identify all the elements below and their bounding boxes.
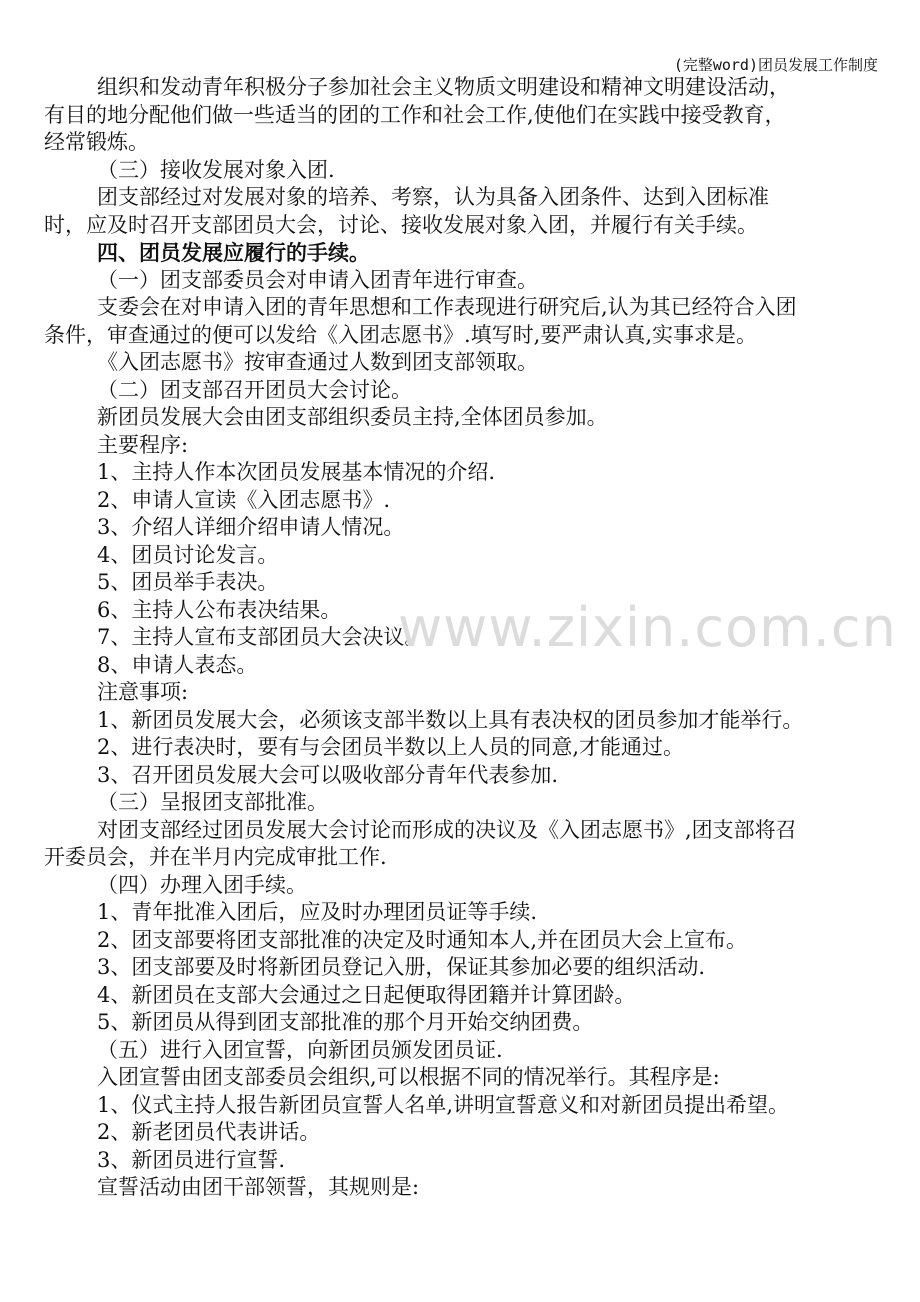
document-header: (完整word)团员发展工作制度 [673, 56, 878, 74]
list-item: 3、召开团员发展大会可以吸收部分青年代表参加. [97, 762, 559, 787]
paragraph-line: 开委员会，并在半月内完成审批工作. [44, 845, 387, 869]
list-item: 3、团支部要及时将新团员登记入册，保证其参加必要的组织活动. [97, 955, 706, 979]
list-item: 2、进行表决时，要有与会团员半数以上人员的同意,才能通过。 [97, 735, 685, 759]
watermark: www.zixin.com.cn [398, 596, 897, 659]
paragraph-line: 入团宣誓由团支部委员会组织,可以根据不同的情况举行。其程序是: [97, 1065, 720, 1089]
paragraph-line: 有目的地分配他们做一些适当的团的工作和社会工作,使他们在实践中接受教育， [44, 102, 786, 127]
list-item: 3、介绍人详细介绍申请人情况。 [97, 515, 405, 539]
document-body [44, 74, 884, 1202]
section-heading: （三）接收发展对象入团. [97, 157, 335, 182]
section-heading: （二）团支部召开团员大会讨论。 [97, 377, 412, 402]
list-item: 6、主持人公布表决结果。 [97, 597, 342, 622]
list-item: 1、新团员发展大会，必须该支部半数以上具有表决权的团员参加才能举行。 [97, 707, 804, 732]
list-item: 1、主持人作本次团员发展基本情况的介绍. [97, 460, 496, 484]
list-title: 注意事项: [97, 680, 189, 704]
list-item: 1、青年批准入团后，应及时办理团员证等手续. [97, 900, 538, 924]
paragraph-line: 经常锻炼。 [44, 130, 149, 154]
section-heading: （四）办理入团手续。 [97, 872, 307, 897]
section-heading: （三）呈报团支部批准。 [97, 790, 328, 814]
list-item: 1、仪式主持人报告新团员宣誓人名单,讲明宣誓意义和对新团员提出希望。 [97, 1092, 790, 1117]
main-heading: 四、团员发展应履行的手续。 [97, 240, 370, 265]
section-heading: （五）进行入团宣誓，向新团员颁发团员证. [97, 1037, 503, 1062]
list-item: 2、申请人宣读《入团志愿书》. [97, 487, 391, 512]
paragraph-line: 宣誓活动由团干部领誓，其规则是: [97, 1175, 420, 1199]
list-item: 2、团支部要将团支部批准的决定及时通知本人,并在团员大会上宣布。 [97, 927, 748, 952]
paragraph-line: 条件，审查通过的便可以发给《入团志愿书》.填写时,要严肃认真,实事求是。 [44, 322, 758, 347]
list-item: 4、新团员在支部大会通过之日起便取得团籍并计算团龄。 [97, 982, 636, 1007]
list-title: 主要程序: [97, 432, 189, 457]
paragraph-line: 新团员发展大会由团支部组织委员主持,全体团员参加。 [97, 405, 608, 429]
section-heading: （一）团支部委员会对申请入团青年进行审查。 [97, 267, 538, 292]
list-item: 5、新团员从得到团支部批准的那个月开始交纳团费。 [97, 1010, 594, 1034]
list-item: 4、团员讨论发言。 [97, 542, 279, 567]
list-item: 5、团员举手表决。 [97, 570, 279, 594]
paragraph-line: 团支部经过对发展对象的培养、考察，认为具备入团条件、达到入团标准 [97, 185, 769, 209]
list-item: 8、申请人表态。 [97, 652, 258, 677]
list-item: 7、主持人宣布支部团员大会决议。 [97, 625, 426, 649]
list-item: 3、新团员进行宣誓. [97, 1147, 286, 1172]
paragraph-line: 支委会在对申请入团的青年思想和工作表现进行研究后,认为其已经符合入团 [97, 295, 797, 319]
list-item: 2、新老团员代表讲话。 [97, 1120, 321, 1144]
paragraph-line: 组织和发动青年积极分子参加社会主义物质文明建设和精神文明建设活动， [97, 75, 790, 99]
paragraph-line: 时，应及时召开支部团员大会，讨论、接收发展对象入团，并履行有关手续。 [44, 212, 758, 237]
paragraph-line: 对团支部经过团员发展大会讨论而形成的决议及《入团志愿书》,团支部将召 [97, 817, 797, 842]
paragraph-line: 《入团志愿书》按审查通过人数到团支部领取。 [97, 350, 538, 374]
